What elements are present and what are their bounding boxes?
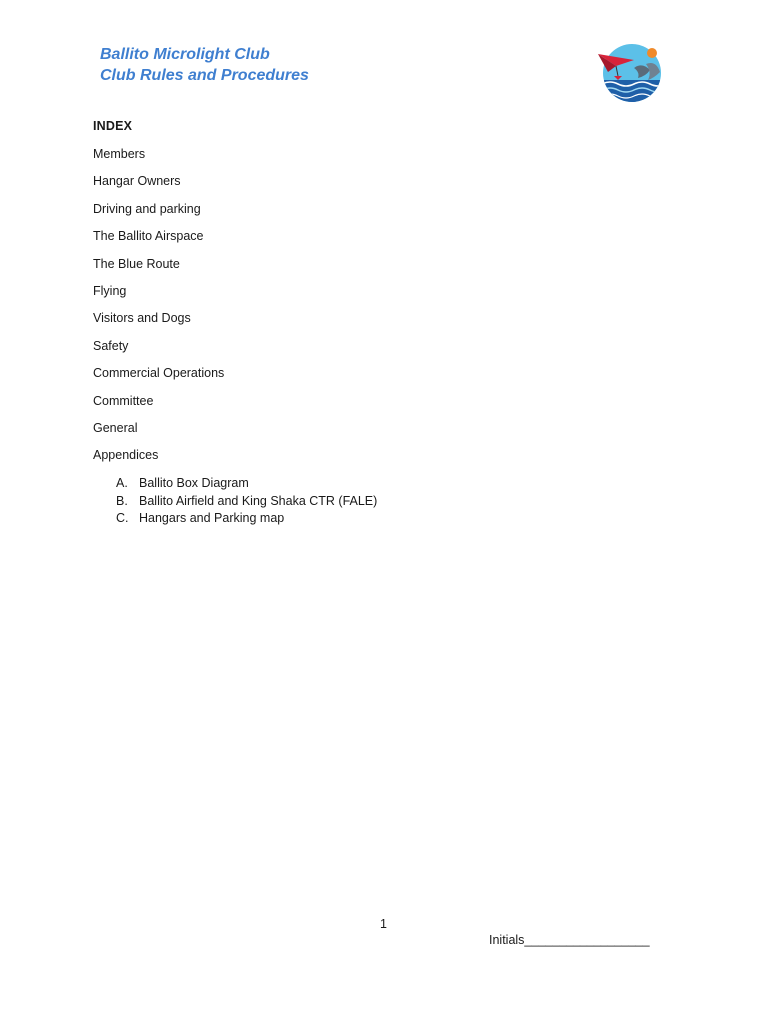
appendix-text: Ballito Airfield and King Shaka CTR (FALE) (139, 493, 378, 508)
appendix-text: Ballito Box Diagram (139, 476, 249, 490)
initials-line: Initials__________________ (489, 933, 650, 947)
club-logo-icon (594, 42, 666, 104)
appendix-item-a (116, 475, 377, 493)
toc-item-members: Members (93, 147, 146, 161)
document-title (100, 44, 309, 86)
index-heading: INDEX (93, 119, 133, 133)
appendix-letter: B. (116, 493, 128, 508)
appendix-letter: A. (116, 476, 128, 490)
toc-item-ballito-airspace: The Ballito Airspace (93, 229, 204, 244)
toc-item-safety: Safety (93, 338, 129, 353)
toc-item-committee: Committee (93, 393, 154, 408)
appendix-list (116, 475, 377, 528)
toc-item-visitors-dogs: Visitors and Dogs (93, 311, 191, 326)
document-subtitle: Club Rules and Procedures (100, 67, 309, 84)
appendix-item-c (116, 510, 377, 528)
toc-item-flying: Flying (93, 283, 127, 298)
toc-item-appendices: Appendices (93, 448, 159, 463)
club-name: Ballito Microlight Club (100, 46, 270, 63)
toc-item-general: General (93, 420, 138, 435)
toc-item-blue-route: The Blue Route (93, 256, 180, 271)
table-of-contents (93, 146, 224, 475)
appendix-text: Hangars and Parking map (139, 511, 285, 525)
toc-item-commercial-operations: Commercial Operations (93, 366, 225, 381)
toc-item-hangar-owners: Hangar Owners (93, 174, 181, 189)
page-number: 1 (380, 917, 387, 931)
appendix-letter: C. (116, 511, 129, 525)
toc-item-driving-parking: Driving and parking (93, 201, 201, 216)
appendix-item-b (116, 493, 377, 511)
